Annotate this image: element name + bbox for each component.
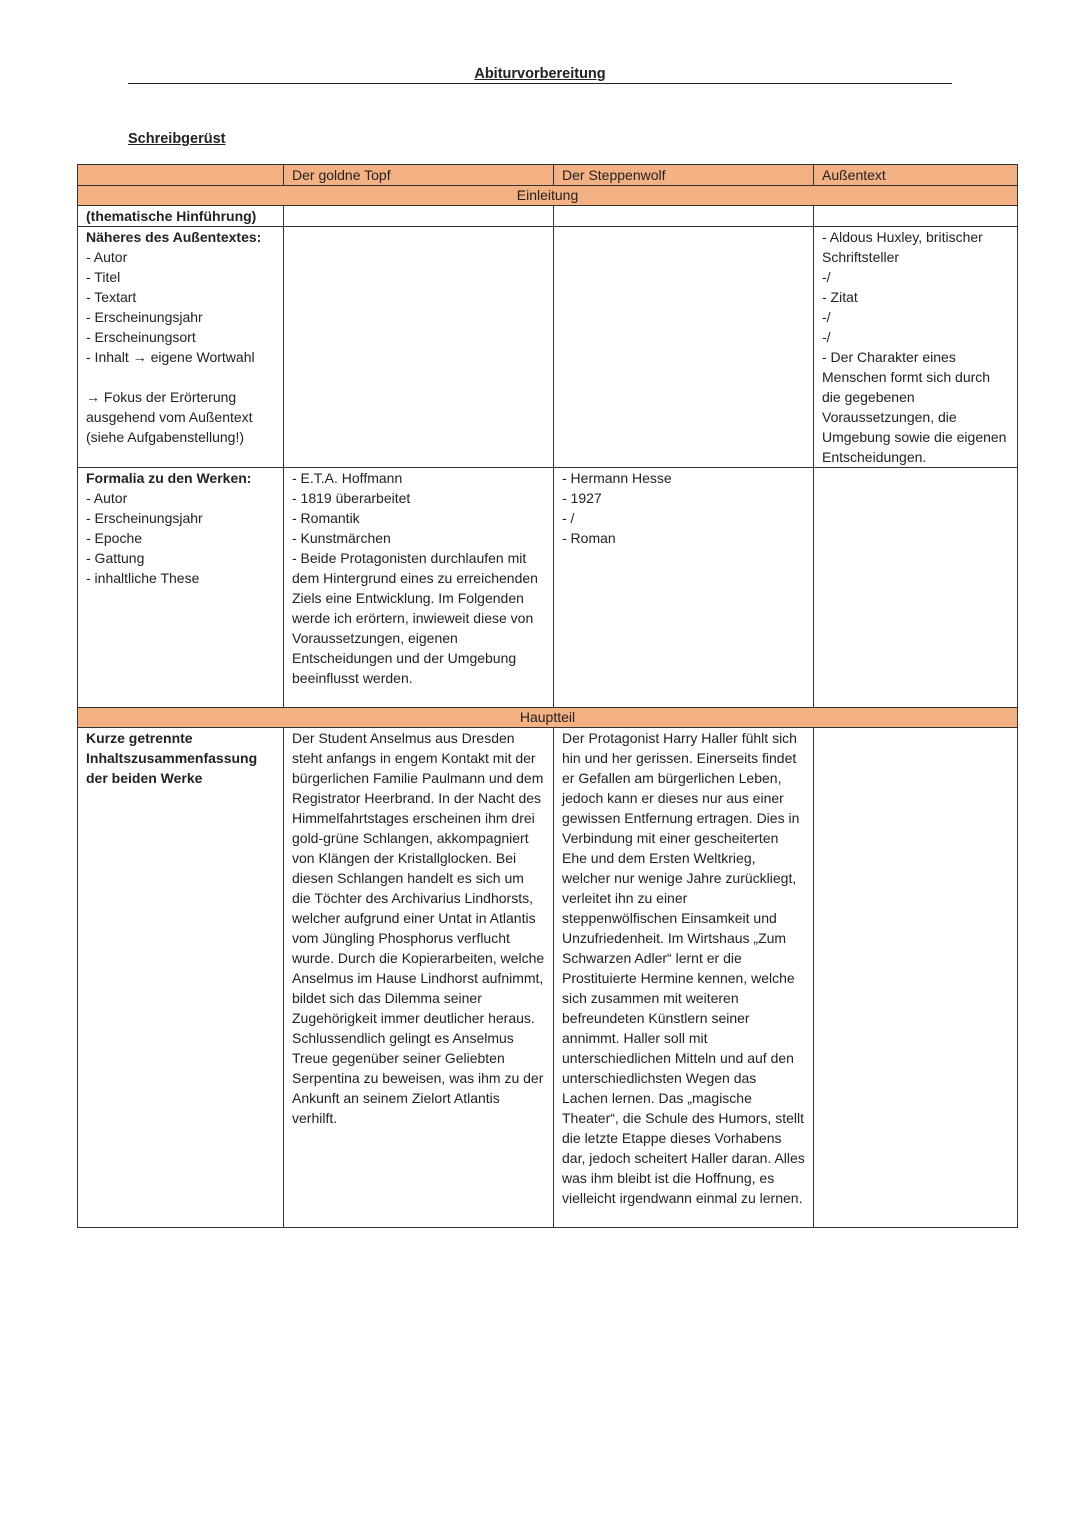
header-rule bbox=[128, 83, 952, 84]
aussentext-item: -/ bbox=[822, 329, 831, 345]
topf-item: - Romantik bbox=[292, 510, 360, 526]
label-item: - Autor bbox=[86, 490, 128, 506]
summary-goldne-topf: Der Student Anselmus aus Dresden steht anfangs in engem Kontakt mit der bürgerlichen Familie Paulmann und dem Registrator Heerbrand. In der Nacht des Himmelfahrtstages erscheinen ihm drei gold-grüne Schlangen, akkompagniert von Klängen der Kristallglocken. Bei diesen Schlangen handelt es sich um die Töchter des Archivarius Lindhorsts, welcher aufgrund einer Untat in Atlantis vom Jüngling Phosphorus verflucht wurde. Durch die Kopierarbeiten, welche Anselmus im Hause Lindhorst aufnimmt, bildet sich das Dilemma seiner Zugehörigkeit immer deutlicher heraus. Schlussendlich gelingt es Anselmus Treue gegenüber seiner Geliebten Serpentina zu beweisen, was ihm zu der Ankunft an seinem Zielort Atlantis verhilft. bbox=[292, 730, 548, 1126]
label-item: - inhaltliche These bbox=[86, 570, 200, 586]
cell-hinfuehrung-topf bbox=[284, 206, 554, 227]
aussentext-item: - Der Charakter eines Menschen formt sich durch die gegebenen Voraussetzungen, die Umgebung sowie die eigenen Entscheidungen. bbox=[822, 349, 1011, 465]
row-aussentext bbox=[78, 227, 1018, 468]
row-label-formalia bbox=[78, 468, 284, 708]
topf-item: - E.T.A. Hoffmann bbox=[292, 470, 403, 486]
cell-hinfuehrung-steppenwolf bbox=[554, 206, 814, 227]
header-cell-empty bbox=[78, 165, 284, 186]
label-title-formalia: Formalia zu den Werken: bbox=[86, 470, 252, 486]
label-item: - Gattung bbox=[86, 550, 145, 566]
label-spacer bbox=[86, 367, 275, 387]
steppenwolf-item: - Hermann Hesse bbox=[562, 470, 672, 486]
header-cell-goldne-topf: Der goldne Topf bbox=[284, 165, 554, 186]
label-item: - Textart bbox=[86, 289, 137, 305]
aussentext-item: - Zitat bbox=[822, 289, 858, 305]
row-hinfuehrung bbox=[78, 206, 1018, 227]
cell-formalia-steppenwolf bbox=[554, 468, 814, 708]
cell-aussentext-steppenwolf bbox=[554, 227, 814, 468]
aussentext-item: -/ bbox=[822, 309, 831, 325]
document-title: Abiturvorbereitung bbox=[474, 66, 606, 82]
row-label-inhalt: Kurze getrennte Inhaltszusammenfassung der beiden Werke bbox=[78, 728, 284, 1228]
aussentext-item: - Aldous Huxley, britischer Schriftsteller bbox=[822, 229, 987, 265]
topf-item: - Kunstmärchen bbox=[292, 530, 391, 546]
row-label-hinfuehrung: (thematische Hinführung) bbox=[78, 206, 284, 227]
header-cell-steppenwolf: Der Steppenwolf bbox=[554, 165, 814, 186]
cell-inhalt-aussentext bbox=[814, 728, 1018, 1228]
label-item: - Erscheinungsjahr bbox=[86, 510, 203, 526]
label-item: - Autor bbox=[86, 249, 128, 265]
steppenwolf-item: - Roman bbox=[562, 530, 616, 546]
cell-aussentext-aussentext bbox=[814, 227, 1018, 468]
header-cell-aussentext: Außentext bbox=[814, 165, 1018, 186]
band-einleitung bbox=[78, 186, 1018, 206]
cell-inhalt-topf bbox=[284, 728, 554, 1228]
label-item: - Inhalt → eigene Wortwahl bbox=[86, 349, 255, 365]
label-item: - Epoche bbox=[86, 530, 143, 546]
band-label-einleitung: Einleitung bbox=[78, 186, 1018, 206]
label-note-focus: → Fokus der Erörterung ausgehend vom Außentext (siehe Aufgabenstellung!) bbox=[86, 389, 257, 445]
label-item: - Erscheinungsort bbox=[86, 329, 196, 345]
topf-thesis: - Beide Protagonisten durchlaufen mit dem Hintergrund eines zu erreichenden Ziels eine Entwicklung. Im Folgenden werde ich erörtern, inwieweit diese von Voraussetzungen, eigenen Entscheidungen und der Umgebung beeinflusst werden. bbox=[292, 550, 542, 686]
row-label-aussentext bbox=[78, 227, 284, 468]
cell-formalia-topf bbox=[284, 468, 554, 708]
writing-framework-table bbox=[77, 164, 1018, 1228]
topf-item: - 1819 überarbeitet bbox=[292, 490, 411, 506]
row-formalia bbox=[78, 468, 1018, 708]
cell-formalia-aussentext bbox=[814, 468, 1018, 708]
steppenwolf-item: - 1927 bbox=[562, 490, 602, 506]
cell-hinfuehrung-aussentext bbox=[814, 206, 1018, 227]
label-item: - Titel bbox=[86, 269, 121, 285]
band-hauptteil bbox=[78, 708, 1018, 728]
summary-steppenwolf: Der Protagonist Harry Haller fühlt sich hin und her gerissen. Einerseits findet er Gefallen am bürgerlichen Leben, jedoch kann er dieses nur aus einer gewissen Entfernung ertragen. Dies in Verbindung mit einer gescheiterten Ehe und dem Ersten Weltkrieg, welcher nur wenige Jahre zurückliegt, verleitet ihn zu einer steppenwölfischen Einsamkeit und Unzufriedenheit. Im Wirtshaus „Zum Schwarzen Adler“ lernt er die Prostituierte Hermine kennen, welche sich zusammen mit weiteren befreundeten Künstlern seiner annimmt. Haller soll mit unterschiedlichen Mitteln und auf den unterschiedlichsten Wegen das Lachen lernen. Das „magische Theater“, die Schule des Humors, stellt die letzte Etappe dieses Vorhabens dar, jedoch scheitert Haller daran. Alles was ihm bleibt ist die Hoffnung, es vielleicht irgendwann einmal zu lernen. bbox=[562, 730, 809, 1206]
band-label-hauptteil: Hauptteil bbox=[78, 708, 1018, 728]
label-item: - Erscheinungsjahr bbox=[86, 309, 203, 325]
label-title-aussentext: Näheres des Außentextes: bbox=[86, 229, 262, 245]
aussentext-item: -/ bbox=[822, 269, 831, 285]
table-header-row bbox=[78, 165, 1018, 186]
steppenwolf-item: - / bbox=[562, 510, 575, 526]
cell-aussentext-topf bbox=[284, 227, 554, 468]
row-inhalt bbox=[78, 728, 1018, 1228]
cell-inhalt-steppenwolf bbox=[554, 728, 814, 1228]
section-title: Schreibgerüst bbox=[128, 131, 226, 147]
